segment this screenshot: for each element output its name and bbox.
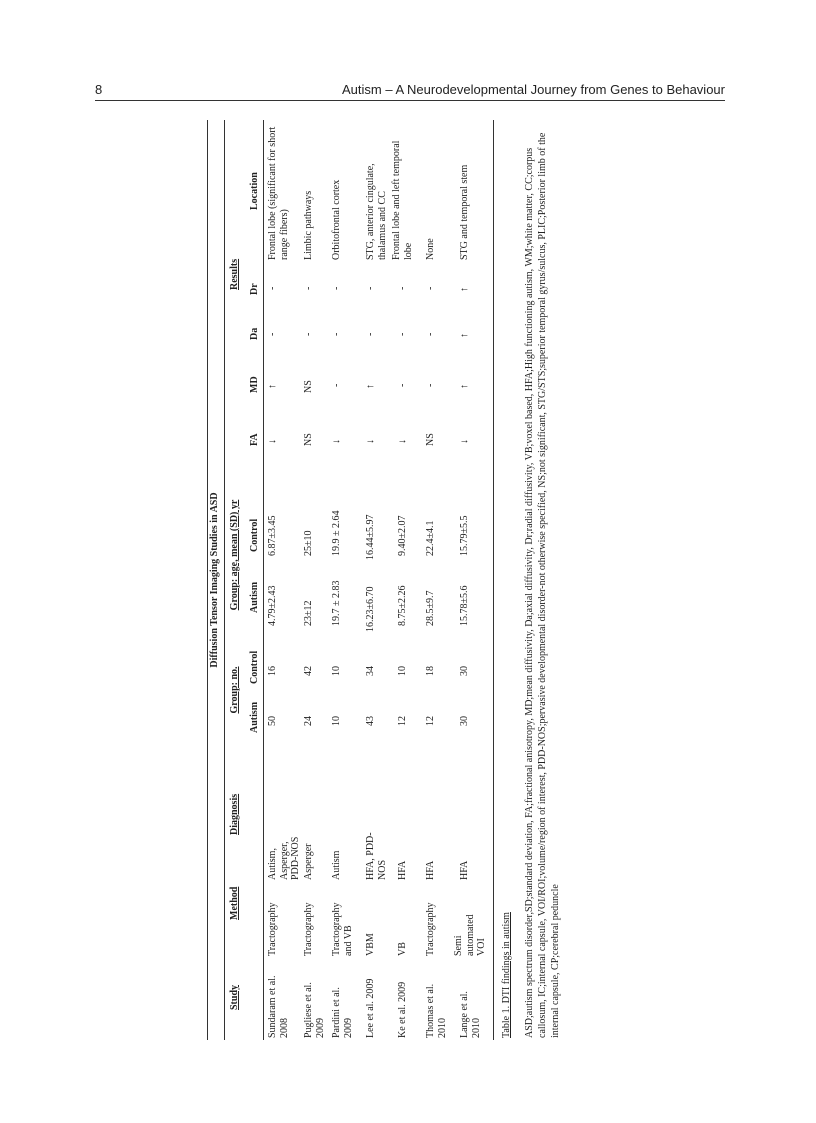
cell-md: - [425, 383, 436, 387]
cell-age-control: 6.87±3.45 [267, 515, 278, 556]
header-n-control: Control [249, 650, 260, 684]
cell-dr: - [303, 286, 314, 290]
running-title: Autism – A Neurodevelopmental Journey from Genes to Behaviour [342, 82, 725, 97]
cell-n-control: 10 [397, 666, 408, 676]
cell-dr: - [365, 286, 376, 290]
cell-method: Semi automated VOI [453, 914, 487, 956]
cell-fa: ↓ [459, 439, 470, 444]
cell-da: - [365, 332, 376, 336]
table-row: Lee et al. 2009 [365, 978, 376, 1038]
table-row: Lange et al. 2010 [459, 991, 482, 1038]
cell-n-control: 18 [425, 666, 436, 676]
table-top-rule [207, 120, 208, 1040]
cell-location: None [425, 238, 436, 260]
cell-da: - [397, 332, 408, 336]
cell-n-autism: 12 [425, 716, 436, 726]
header-da: Da [249, 327, 260, 340]
cell-da: - [425, 332, 436, 336]
table-row: Pugliese et al. 2009 [303, 982, 326, 1038]
cell-location: Frontal lobe and left temporal lobe [391, 140, 414, 260]
cell-dr: - [397, 286, 408, 290]
header-md: MD [249, 376, 260, 393]
rotated-table-block [205, 120, 625, 1040]
cell-method: Tractography [425, 902, 436, 956]
header-fa: FA [249, 433, 260, 446]
cell-method: Tractography and VB [331, 902, 354, 956]
cell-age-control: 16.44±5.97 [365, 514, 376, 560]
header-group-age: Group: age, mean (SD) yr [229, 499, 240, 611]
cell-age-control: 22.4±4.1 [425, 520, 436, 556]
header-group-no: Group: no. [229, 666, 240, 714]
cell-diagnosis: HFA, PDD-NOS [365, 832, 388, 880]
header-age-control: Control [249, 518, 260, 552]
cell-md: ↑ [459, 384, 470, 389]
table-title: Diffusion Tensor Imaging Studies in ASD [209, 492, 220, 668]
cell-md: ↑ [267, 384, 278, 389]
table-row: Sundaram et al. 2008 [267, 975, 290, 1038]
header-n-autism: Autism [249, 701, 260, 733]
table-title-rule [224, 120, 225, 1040]
cell-md: NS [303, 380, 314, 393]
cell-age-control: 15.79±5.5 [459, 515, 470, 556]
cell-da: - [303, 332, 314, 336]
cell-diagnosis: Autism, Asperger, PDD-NOS [267, 836, 301, 880]
header-study: Study [229, 984, 240, 1010]
cell-location: STG and temporal stem [459, 164, 470, 260]
cell-dr: - [267, 286, 278, 290]
cell-md: - [331, 383, 342, 387]
header-dr: Dr [249, 283, 260, 295]
cell-location: Frontal lobe (significant for short range fibers) [267, 126, 290, 260]
cell-diagnosis: Autism [331, 850, 342, 880]
header-results: Results [229, 258, 240, 290]
cell-n-autism: 24 [303, 716, 314, 726]
cell-md: ↑ [365, 384, 376, 389]
table-row: Ke et al. 2009 [397, 981, 408, 1038]
cell-diagnosis: HFA [459, 860, 470, 880]
cell-fa: NS [425, 433, 436, 446]
cell-da: - [331, 332, 342, 336]
cell-fa: ↓ [331, 439, 342, 444]
header-method: Method [229, 886, 240, 920]
table-row: Pardini et al. 2009 [331, 987, 354, 1038]
header-diagnosis: Diagnosis [229, 793, 240, 835]
header-location: Location [249, 172, 260, 210]
cell-age-autism: 23±12 [303, 600, 314, 626]
cell-age-autism: 28.5±9.7 [425, 590, 436, 626]
table-caption: Table 1. DTI findings in autism [501, 912, 512, 1038]
cell-age-autism: 4.79±2.43 [267, 585, 278, 626]
page-number: 8 [95, 82, 103, 97]
table-row: Thomas et al. 2010 [425, 983, 448, 1038]
cell-location: Orbitofrontal cortex [331, 179, 342, 260]
cell-age-control: 19.9 ± 2.64 [331, 510, 342, 556]
cell-n-autism: 10 [331, 716, 342, 726]
cell-method: Tractography [303, 902, 314, 956]
cell-n-autism: 50 [267, 716, 278, 726]
cell-dr: ↑ [459, 287, 470, 292]
cell-fa: ↓ [365, 439, 376, 444]
cell-fa: NS [303, 433, 314, 446]
cell-dr: - [425, 286, 436, 290]
cell-method: VBM [365, 933, 376, 956]
cell-da: ↑ [459, 333, 470, 338]
cell-diagnosis: HFA [397, 860, 408, 880]
cell-n-control: 16 [267, 666, 278, 676]
cell-age-autism: 15.78±5.6 [459, 585, 470, 626]
cell-n-autism: 43 [365, 716, 376, 726]
cell-age-autism: 8.75±2.26 [397, 585, 408, 626]
cell-fa: ↓ [267, 439, 278, 444]
table-footnote: ASD;autism spectrum disorder,SD;standard deviation, FA;fractional anisotropy, MD;mean diffusivity, Da;axial diffusivity, Dr;radial diffusivity, VB;voxel based, HFA;High functioning autism, WM;white matter, CC;corpus callosum, IC;internal capsule, VOI/ROI;volume/region of interest, PDD-NOS;pervasive developmental disorder-not otherwise specified, NS;not significant, STG/STS;superior temporal gyrus/sulcus, PLIC;Posterior limb of the internal capsule, CP;cerebral peduncle [524, 132, 561, 1038]
cell-n-autism: 30 [459, 716, 470, 726]
cell-da: - [267, 332, 278, 336]
cell-location: Limbic pathways [303, 190, 314, 260]
cell-md: - [397, 383, 408, 387]
cell-n-control: 30 [459, 666, 470, 676]
cell-n-control: 42 [303, 666, 314, 676]
cell-diagnosis: Asperger [303, 843, 314, 880]
cell-n-control: 34 [365, 666, 376, 676]
cell-n-autism: 12 [397, 716, 408, 726]
cell-age-control: 25±10 [303, 530, 314, 556]
cell-n-control: 10 [331, 666, 342, 676]
cell-age-autism: 16.23±6.70 [365, 586, 376, 632]
header-age-autism: Autism [249, 581, 260, 613]
table-bottom-rule [493, 120, 494, 1040]
page-header [95, 82, 725, 101]
cell-location: STG, anterior cingulate, thalamus and CC [365, 163, 388, 260]
header-bottom-rule [263, 120, 264, 1040]
cell-age-control: 9.40±2.07 [397, 515, 408, 556]
cell-fa: ↓ [397, 439, 408, 444]
cell-method: Tractography [267, 902, 278, 956]
cell-method: VB [397, 942, 408, 956]
cell-age-autism: 19.7 ± 2.83 [331, 580, 342, 626]
cell-diagnosis: HFA [425, 860, 436, 880]
cell-dr: - [331, 286, 342, 290]
